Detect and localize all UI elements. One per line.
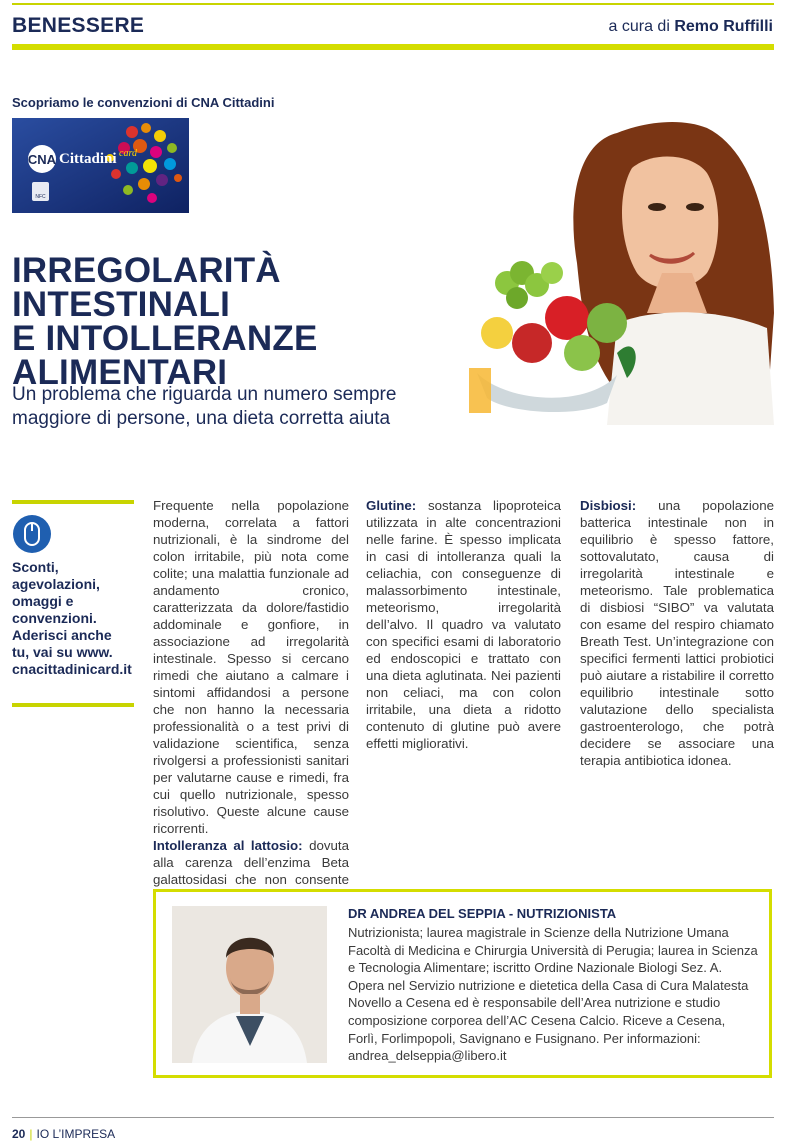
section-label: BENESSERE [12, 14, 145, 37]
logo-nfc-text: NFC [35, 194, 46, 200]
promo-line: omaggi e [12, 593, 74, 609]
article-title [12, 251, 462, 392]
sidebar-top-rule [12, 500, 134, 504]
promo-line: agevolazioni, [12, 576, 100, 592]
page-number: 20 [12, 1127, 26, 1141]
promo-line: Aderisci anche [12, 627, 112, 643]
byline-prefix: a cura di [608, 18, 670, 35]
sidebar-promo [12, 559, 147, 678]
body-column-2 [366, 497, 561, 752]
author-name: DR ANDREA DEL SEPPIA - NUTRIZIONISTA [348, 906, 617, 921]
conventions-label: Scopriamo le convenzioni di CNA Cittadini [12, 95, 275, 110]
woman-with-fruit-photo [467, 113, 774, 425]
footer-rule [12, 1117, 774, 1118]
body-column-3 [580, 497, 774, 769]
dysbiosis-label: Disbiosi: [580, 498, 637, 513]
title-line: IRREGOLARITÀ INTESTINALI [12, 251, 281, 324]
title-line: ALIMENTARI [12, 353, 228, 392]
top-rule [12, 3, 774, 5]
title-line: E INTOLLERANZE [12, 319, 318, 358]
subtitle-line: Un problema che riguarda un numero sempre [12, 384, 397, 405]
cna-cittadini-card-logo [12, 118, 189, 213]
byline [609, 18, 774, 36]
header-bar [12, 44, 774, 50]
logo-cittadini-text: Cittadini [59, 151, 117, 167]
sidebar-bottom-rule [12, 703, 134, 707]
logo-cna-text: CNA [27, 152, 57, 167]
author-photo [172, 906, 327, 1063]
article-subtitle [12, 383, 462, 431]
promo-line: tu, vai su www. [12, 644, 113, 660]
publication-name: IO L’IMPRESA [36, 1127, 116, 1141]
body-paragraph-gluten [366, 497, 561, 752]
promo-line: convenzioni. [12, 610, 97, 626]
gluten-label: Glutine: [366, 498, 417, 513]
promo-link[interactable]: cnacittadinicard.it [12, 661, 132, 677]
subtitle-line: maggiore di persone, una dieta corretta aiuta [12, 408, 391, 429]
dysbiosis-text: una popolazione batterica intestinale non in equilibrio è spesso fattore, sottovalutato, causa di irregolarità intestinale e meteorismo. Tale problematica di disbiosi “SIBO” va valutata con esame del respiro chiamato Breath Test. Un’integrazione con specifici fermenti lattici probiotici può aiutare a ristabilire il corretto equilibrio intestinale sotto valutazione dello specialista gastroenterologo, che potrà decidere se associare una terapia antibiotica idonea. [580, 498, 774, 768]
page-footer [12, 1127, 115, 1141]
byline-author: Remo Ruffilli [674, 18, 773, 35]
body-paragraph: Frequente nella popolazione moderna, correlata a fattori nutrizionali, è la sindrome del colon irritabile, più nota come colite; una malattia funzionale ad andamento cronico, caratterizzata da dolore/fastidio addominale e gonfiore, in associazione ad irregolarità intestinale. Spesso si cercano rimedi che aiutano a calmare i sintomi affidandosi a persone che non hanno la necessaria professionalità o a test privi di validazione scientifica, senza rivolgersi a professionisti sanitari per valutarne cause e rimedi, fra cui quello nutrizionale, spesso risolutivo. Queste alcune cause ricorrenti. [153, 498, 349, 836]
mouse-icon [12, 514, 52, 554]
gluten-text: sostanza lipoproteica utilizzata in alte concentrazioni nelle farine. È spesso implicata in casi di intolleranza quali la celiachia, con conseguenze di malassorbimento intestinale, meteorismo, irregolarità dell’alvo. Il quadro va valutato con specifici esami di laboratorio ed endoscopici e trattato con una dieta aglutinata. Nei pazienti non celiaci, ma con colon irritabile, una dieta a ridotto contenuto di glutine può avere effetti migliorativi. [366, 498, 561, 751]
footer-separator: | [29, 1127, 33, 1141]
lactose-label: Intolleranza al lattosio: [153, 838, 303, 853]
logo-card-text: card [119, 148, 137, 159]
body-paragraph-dysbiosis [580, 497, 774, 769]
lactose-text: dovuta alla carenza dell’enzima Beta galattosidasi che non consente [153, 838, 349, 887]
promo-line: Sconti, [12, 559, 59, 575]
author-bio-text: Nutrizionista; laurea magistrale in Scienze della Nutrizione Umana Facoltà di Medicina e Chirurgia Università di Perugia; laurea in Scienza e Tecnologia Alimentare; iscritto Ordine Nazionale Biologi Sez. A. Opera nel Servizio nutrizione e dietetica della Casa di Cura Malatesta Novello a Cesena ed è responsabile dell’Area nutrizione e studio composizione corporea dell’AC Cesena Calcio. Riceve a Cesena, Forlì, Forlimpopoli, Savignano e Fusignano. Per informazioni: andrea_delseppia@libero.it [348, 925, 758, 1064]
